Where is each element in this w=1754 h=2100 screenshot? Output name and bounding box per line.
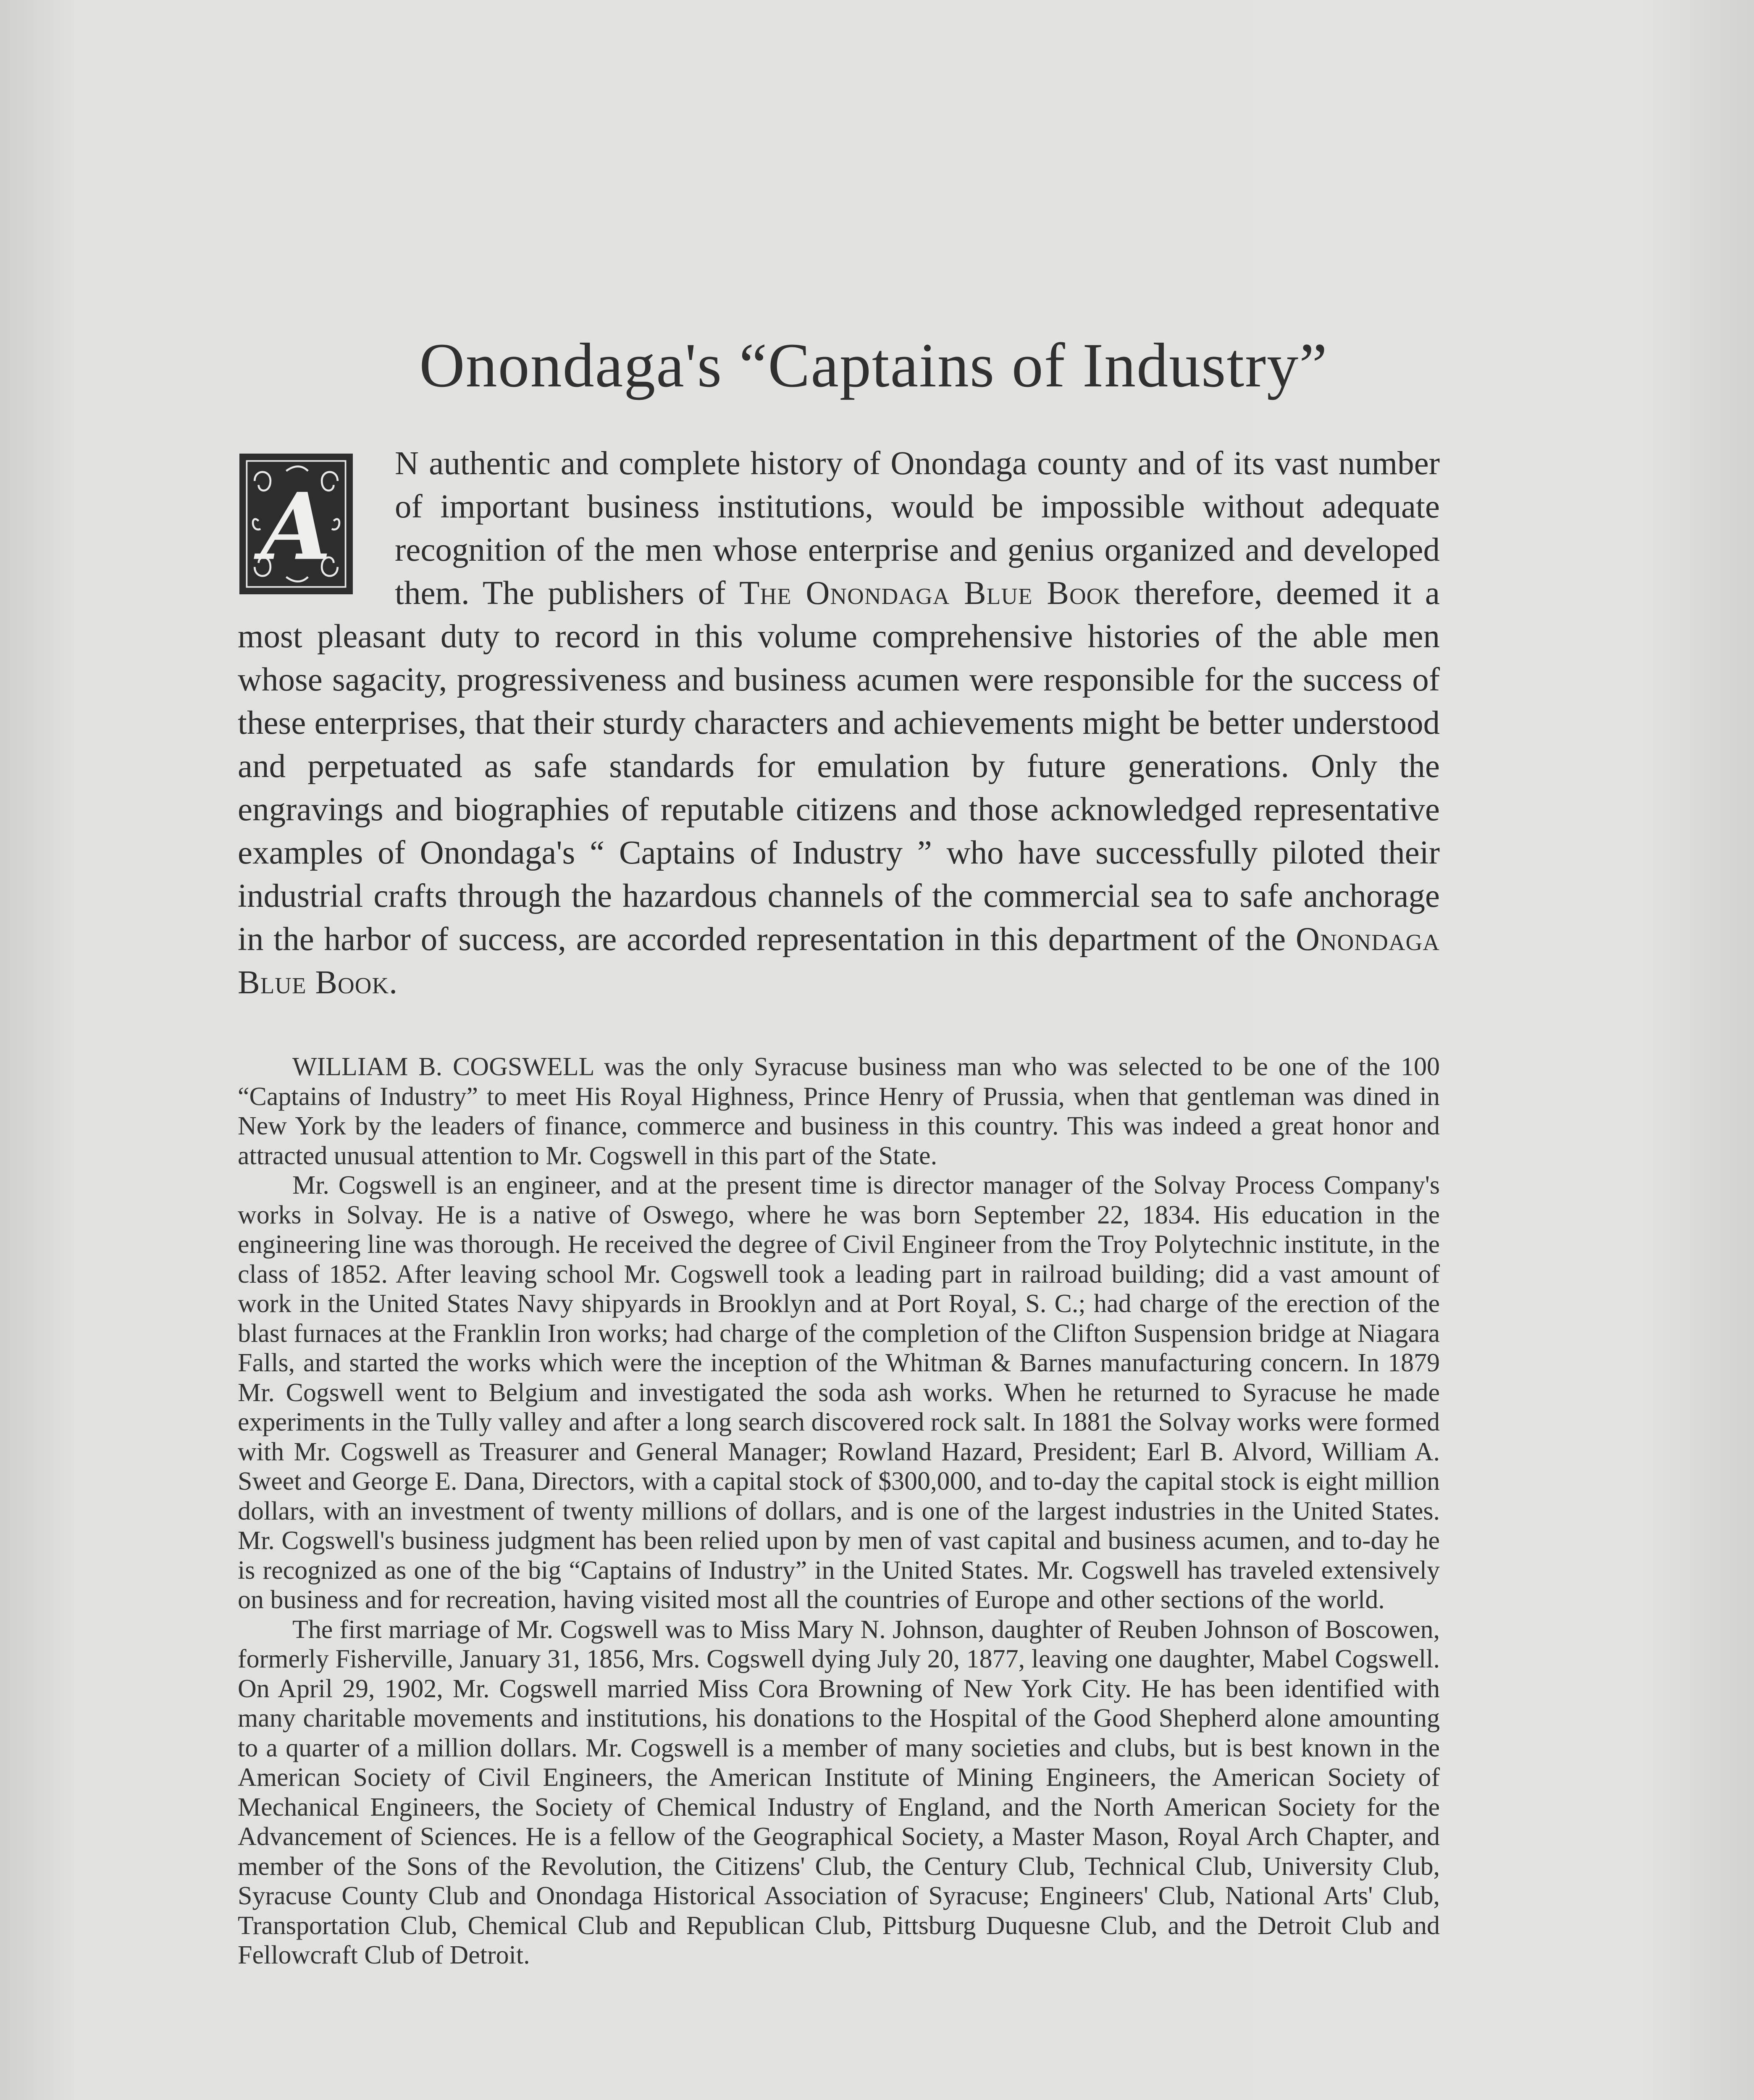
page-title: Onondaga's “Captains of Industry” (419, 331, 1328, 400)
biography-paragraph: Mr. Cogswell is an engineer, and at the present time is director manager of the Solvay Process Company's works in Solvay. He is a native of Oswego, where he was born September 22, 1834. His education in the engineering line was thorough. He received the degree of Civil Engineer from the Troy Polytechnic institute, in the class of 1852. After leaving school Mr. Cogswell took a leading part in railroad building; did a vast amount of work in the United States Navy shipyards in Brooklyn and at Port Royal, S. C.; had charge of the erection of the blast furnaces at the Franklin Iron works; had charge of the completion of the Clifton Suspension bridge at Niagara Falls, and started the works which were the inception of the Whitman & Barnes manufacturing concern. In 1879 Mr. Cogswell went to Belgium and investigated the soda ash works. When he returned to Syracuse he made experiments in the Tully valley and after a long search discovered rock salt. In 1881 the Solvay works were formed with Mr. Cogswell as Treasurer and General Manager; Rowland Hazard, President; Earl B. Alvord, William A. Sweet and George E. Dana, Directors, with a capital stock of $300,000, and to-day the capital stock is eight million dollars, with an investment of twenty millions of dollars, and is one of the largest industries in the United States. Mr. Cogswell's business judgment has been relied upon by men of vast capital and business acumen, and to-day he is recognized as one of the big “Captains of Industry” in the United States. Mr. Cogswell has traveled extensively on business and for recreation, having visited most all the countries of Europe and other sections of the world. (238, 1171, 1440, 1614)
intro-paragraph (238, 442, 1440, 1004)
drop-cap-letter: A (261, 473, 331, 581)
book-name: Onondaga Blue Book (238, 921, 1440, 1001)
biography-text (238, 1052, 1440, 1970)
biography-paragraph: The first marriage of Mr. Cogswell was to Miss Mary N. Johnson, daughter of Reuben Johnson of Boscowen, formerly Fisherville, January 31, 1856, Mrs. Cogswell dying July 20, 1877, leaving one daughter, Mabel Cogswell. On April 29, 1902, Mr. Cogswell married Miss Cora Browning of New York City. He has been identified with many charitable movements and institutions, his donations to the Hospital of the Good Shepherd alone amounting to a quarter of a million dollars. Mr. Cogswell is a member of many societies and clubs, but is best known in the American Society of Civil Engineers, the American Institute of Mining Engineers, the American Society of Mechanical Engineers, the Society of Chemical Industry of England, and the North American Society for the Advancement of Sciences. He is a fellow of the Geographical Society, a Master Mason, Royal Arch Chapter, and member of the Sons of the Revolution, the Citizens' Club, the Century Club, Technical Club, University Club, Syracuse County Club and Onondaga Historical Association of Syracuse; Engineers' Club, National Arts' Club, Transportation Club, Chemical Club and Republican Club, Pittsburg Duquesne Club, and the Detroit Club and Fellowcraft Club of Detroit. (238, 1615, 1440, 1969)
intro-end: . (389, 964, 397, 1001)
biography-paragraph: WILLIAM B. COGSWELL was the only Syracuse business man who was selected to be one of the 100 “Captains of Industry” to meet His Royal Highness, Prince Henry of Prussia, when that gentleman was dined in New York by the leaders of finance, commerce and business in this country. This was indeed a great honor and attracted unusual attention to Mr. Cogswell in this part of the State. (238, 1053, 1440, 1170)
intro-lead: N authentic and complete history of Onondaga county and of its vast number of important business institutions, would be impossible without adequate recognition of the men whose enterprise and genius organized and developed them. The publishers of (395, 445, 1440, 612)
intro-middle: therefore, deemed it a most pleasant duty to record in this volume comprehensive histories of the able men whose sagacity, progressiveness and business acumen were responsible for the success of these enterprises, that their sturdy characters and achievements might be better understood and perpetuated as safe standards for emulation by future generations. Only the engravings and biographies of reputable citizens and those acknowledged representative examples of Onondaga's “ Captains of Industry ” who have successfully piloted their industrial crafts through the hazardous channels of the commercial sea to safe anchorage in the harbor of success, are accorded representation in this department of the (238, 575, 1440, 958)
book-name: The Onondaga Blue Book (739, 575, 1121, 612)
